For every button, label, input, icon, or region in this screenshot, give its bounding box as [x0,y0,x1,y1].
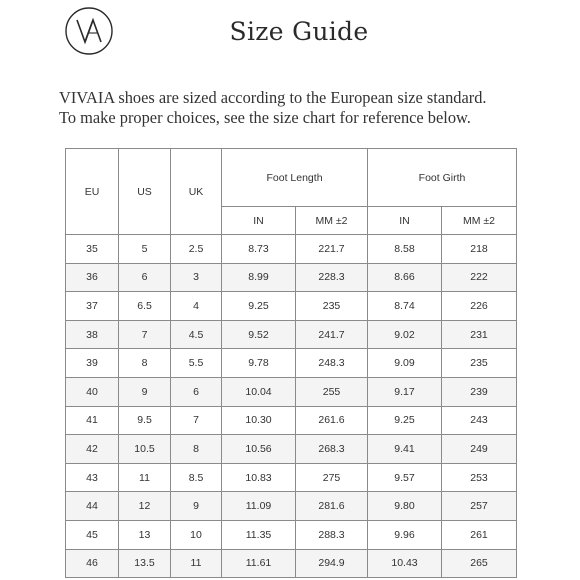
cell-us-size: 6.5 [119,292,171,321]
cell-us-size: 7 [119,320,171,349]
cell-girth-in: 8.58 [368,235,442,264]
intro-line-1: VIVAIA shoes are sized according to the European size standard. [59,88,487,107]
header-us: US [119,149,171,235]
cell-uk-size: 2.5 [171,235,222,264]
cell-us-size: 11 [119,463,171,492]
cell-length-mm: 268.3 [296,435,368,464]
cell-eu-size: 38 [66,320,119,349]
cell-girth-mm: 243 [442,406,517,435]
cell-length-mm: 255 [296,377,368,406]
cell-length-in: 9.52 [222,320,296,349]
cell-girth-in: 9.41 [368,435,442,464]
cell-uk-size: 8 [171,435,222,464]
cell-length-in: 11.61 [222,549,296,578]
page-title: Size Guide [229,17,369,46]
table-row [66,235,517,264]
cell-eu-size: 43 [66,463,119,492]
cell-uk-size: 11 [171,549,222,578]
cell-length-in: 8.99 [222,263,296,292]
cell-girth-in: 8.66 [368,263,442,292]
cell-length-in: 9.25 [222,292,296,321]
cell-length-mm: 294.9 [296,549,368,578]
cell-girth-mm: 231 [442,320,517,349]
cell-length-in: 10.83 [222,463,296,492]
cell-length-in: 10.04 [222,377,296,406]
table-row [66,292,517,321]
cell-uk-size: 4 [171,292,222,321]
cell-length-in: 8.73 [222,235,296,264]
cell-length-mm: 248.3 [296,349,368,378]
table-row [66,406,517,435]
cell-girth-in: 9.80 [368,492,442,521]
header-eu: EU [66,149,119,235]
cell-girth-mm: 222 [442,263,517,292]
cell-uk-size: 10 [171,520,222,549]
cell-length-mm: 228.3 [296,263,368,292]
header-length-in: IN [222,207,296,235]
header-length-mm: MM ±2 [296,207,368,235]
cell-girth-in: 9.02 [368,320,442,349]
cell-eu-size: 45 [66,520,119,549]
cell-length-in: 11.35 [222,520,296,549]
cell-girth-in: 9.96 [368,520,442,549]
table-body [66,235,517,578]
cell-us-size: 8 [119,349,171,378]
table-row [66,349,517,378]
cell-uk-size: 5.5 [171,349,222,378]
header-foot-length: Foot Length [222,149,368,207]
intro-text [59,88,529,128]
cell-length-mm: 261.6 [296,406,368,435]
cell-eu-size: 40 [66,377,119,406]
cell-girth-mm: 249 [442,435,517,464]
cell-length-in: 11.09 [222,492,296,521]
cell-eu-size: 39 [66,349,119,378]
cell-length-in: 9.78 [222,349,296,378]
cell-eu-size: 44 [66,492,119,521]
cell-us-size: 13 [119,520,171,549]
cell-us-size: 13.5 [119,549,171,578]
table-row [66,463,517,492]
table-row [66,492,517,521]
cell-girth-in: 8.74 [368,292,442,321]
cell-eu-size: 46 [66,549,119,578]
header-girth-in: IN [368,207,442,235]
cell-uk-size: 6 [171,377,222,406]
cell-uk-size: 7 [171,406,222,435]
cell-girth-mm: 226 [442,292,517,321]
table-row [66,435,517,464]
cell-girth-in: 9.57 [368,463,442,492]
cell-us-size: 9.5 [119,406,171,435]
cell-uk-size: 8.5 [171,463,222,492]
table-row [66,377,517,406]
cell-uk-size: 9 [171,492,222,521]
cell-length-mm: 281.6 [296,492,368,521]
table-row [66,520,517,549]
cell-uk-size: 3 [171,263,222,292]
table-row [66,549,517,578]
cell-eu-size: 41 [66,406,119,435]
cell-length-in: 10.56 [222,435,296,464]
cell-girth-mm: 265 [442,549,517,578]
cell-length-mm: 288.3 [296,520,368,549]
cell-eu-size: 42 [66,435,119,464]
cell-eu-size: 35 [66,235,119,264]
size-chart-table [65,148,517,578]
cell-length-mm: 235 [296,292,368,321]
header-girth-mm: MM ±2 [442,207,517,235]
cell-length-mm: 275 [296,463,368,492]
table-row [66,320,517,349]
cell-length-in: 10.30 [222,406,296,435]
intro-line-2: To make proper choices, see the size chart for reference below. [59,108,471,127]
cell-girth-in: 9.09 [368,349,442,378]
cell-us-size: 10.5 [119,435,171,464]
cell-length-mm: 221.7 [296,235,368,264]
table-row [66,263,517,292]
cell-length-mm: 241.7 [296,320,368,349]
cell-us-size: 6 [119,263,171,292]
cell-us-size: 5 [119,235,171,264]
header-uk: UK [171,149,222,235]
table-header-row [66,149,517,207]
cell-girth-in: 9.17 [368,377,442,406]
cell-uk-size: 4.5 [171,320,222,349]
cell-girth-mm: 253 [442,463,517,492]
cell-girth-mm: 218 [442,235,517,264]
cell-girth-mm: 235 [442,349,517,378]
cell-girth-mm: 257 [442,492,517,521]
cell-girth-in: 10.43 [368,549,442,578]
cell-eu-size: 37 [66,292,119,321]
cell-girth-in: 9.25 [368,406,442,435]
cell-us-size: 12 [119,492,171,521]
cell-girth-mm: 261 [442,520,517,549]
header-foot-girth: Foot Girth [368,149,517,207]
cell-us-size: 9 [119,377,171,406]
cell-eu-size: 36 [66,263,119,292]
cell-girth-mm: 239 [442,377,517,406]
